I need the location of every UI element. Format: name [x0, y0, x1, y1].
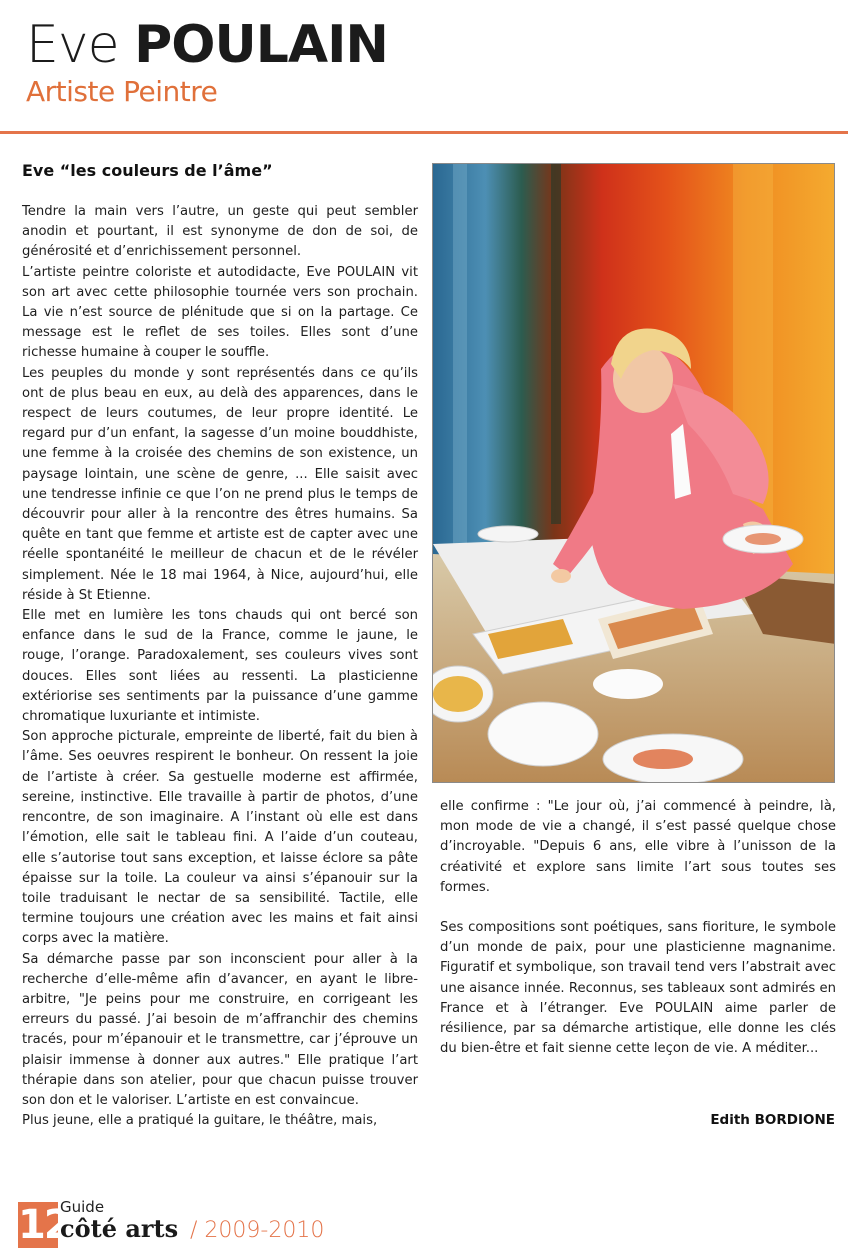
publication-years: / 2009-2010	[190, 1218, 325, 1243]
artist-name	[26, 14, 826, 76]
paragraph: Elle met en lumière les tons chauds qui ont bercé son enfance dans le sud de la France, comme le jaune, le rouge, l’orange. Paradoxalement, ses couleurs vives sont douces. Elles sont liées au ressenti. La plasticienne extériorise ses sentiments par la puissance d’une gamme chromatique luxuriante et intimiste.	[22, 608, 418, 725]
paragraph: Ses compositions sont poétiques, sans fioriture, le symbole d’un monde de paix, pour une plasticienne magnanime. Figuratif et symbolique, son travail tend vers l’abstrait avec une aisance innée. Reconnus, ses tableaux sont admirés en France et à l’étranger. Eve POULAIN aime parler de résilience, par sa démarche artistique, elle donne les clés du bien-être et fait sienne cette leçon de vie. A méditer...	[440, 920, 836, 1057]
paragraph: Plus jeune, elle a pratiqué la guitare, le théâtre, mais,	[22, 1113, 378, 1129]
painting-studio-illustration	[433, 164, 835, 783]
article-title: Eve “les couleurs de l’âme”	[22, 161, 273, 180]
artist-first-name: Eve	[26, 15, 119, 75]
right-column-text	[440, 797, 836, 1059]
artist-subtitle: Artiste Peintre	[26, 75, 218, 108]
right-column	[440, 797, 836, 1079]
left-column-text	[22, 202, 418, 1131]
paragraph: Les peuples du monde y sont représentés dans ce qu’ils ont de plus beau en eux, au delà des apparences, dans le respect de leurs coutumes, de leur propre identité. Le regard pur d’un enfant, la sagesse d’un moine bouddhiste, une femme à la croisée des chemins de son existence, un paysage lointain, une scène de genre, ... Elle saisit avec une tendresse infinie ce que l’on ne prend plus le temps de découvrir pour aller à la rencontre des êtres humains. Sa quête en tant que femme et artiste est de capter avec une réelle spontanéité le meilleur de chacun et de le révéler simplement. Née le 18 mai 1964, à Nice, aujourd’hui, elle réside à St Etienne.	[22, 365, 418, 603]
left-column	[22, 158, 418, 1131]
artist-last-name: POULAIN	[134, 15, 388, 75]
paragraph: L’artiste peintre coloriste et autodidacte, Eve POULAIN vit son art avec cette philosophie tournée vers son prochain. La vie n’est source de plénitude que si on la partage. Ce message est le reflet de ses toiles. Elles sont d’une richesse humaine à couper le souffle.	[22, 264, 418, 361]
paragraph: Son approche picturale, empreinte de liberté, fait du bien à l’âme. Ses oeuvres respirent le bonheur. On ressent la joie de l’artiste à créer. Sa gestuelle moderne est affirmée, sereine, instinctive. Elle travaille à partir de photos, d’une rencontre, de son imaginaire. A l’instant où elle est dans l’émotion, elle sait le tableau fini. A l’aide d’un couteau, elle s’autorise tout sans exception, et laisse éclore sa pâte épaisse sur la toile. La couleur va ainsi s’épanouir sur la toile traduisant le nectar de sa sensibilité. Tactile, elle termine toujours une création avec les mains et fait ainsi corps avec la matière.	[22, 729, 418, 947]
header	[26, 14, 826, 110]
header-divider	[0, 131, 848, 134]
paragraph: Sa démarche passe par son inconscient pour aller à la recherche d’elle-même afin d’avancer, en ayant le libre-arbitre, "Je peins pour me construire, en corrigeant les erreurs du passé. J’ai besoin de m’affranchir des chemins tracés, pour m’épanouir et le transmettre, car j’éprouve un plaisir immense à donner aux autres." Elle pratique l’art thérapie dans son atelier, pour que chacun puisse trouver son don et le valoriser. L’artiste en est convaincue.	[22, 951, 418, 1108]
paragraph: elle confirme : "Le jour où, j’ai commencé à peindre, là, mon mode de vie a changé, il s’est passé quelque chose d’incroyable. "Depuis 6 ans, elle vibre à l’unisson de la créativité et explore sans limite l’art sous toutes ses formes.	[440, 799, 836, 895]
paragraph: Tendre la main vers l’autre, un geste qui peut sembler anodin et pourtant, il est synonyme de don de soi, de générosité et d’enrichissement personnel.	[22, 204, 418, 260]
author-signature: Edith BORDIONE	[710, 1112, 835, 1128]
guide-label: Guide	[60, 1198, 105, 1216]
artist-photo	[432, 163, 835, 783]
publication-brand: côté arts	[60, 1214, 179, 1243]
footer	[18, 1198, 418, 1250]
page-number: 12	[18, 1202, 70, 1248]
